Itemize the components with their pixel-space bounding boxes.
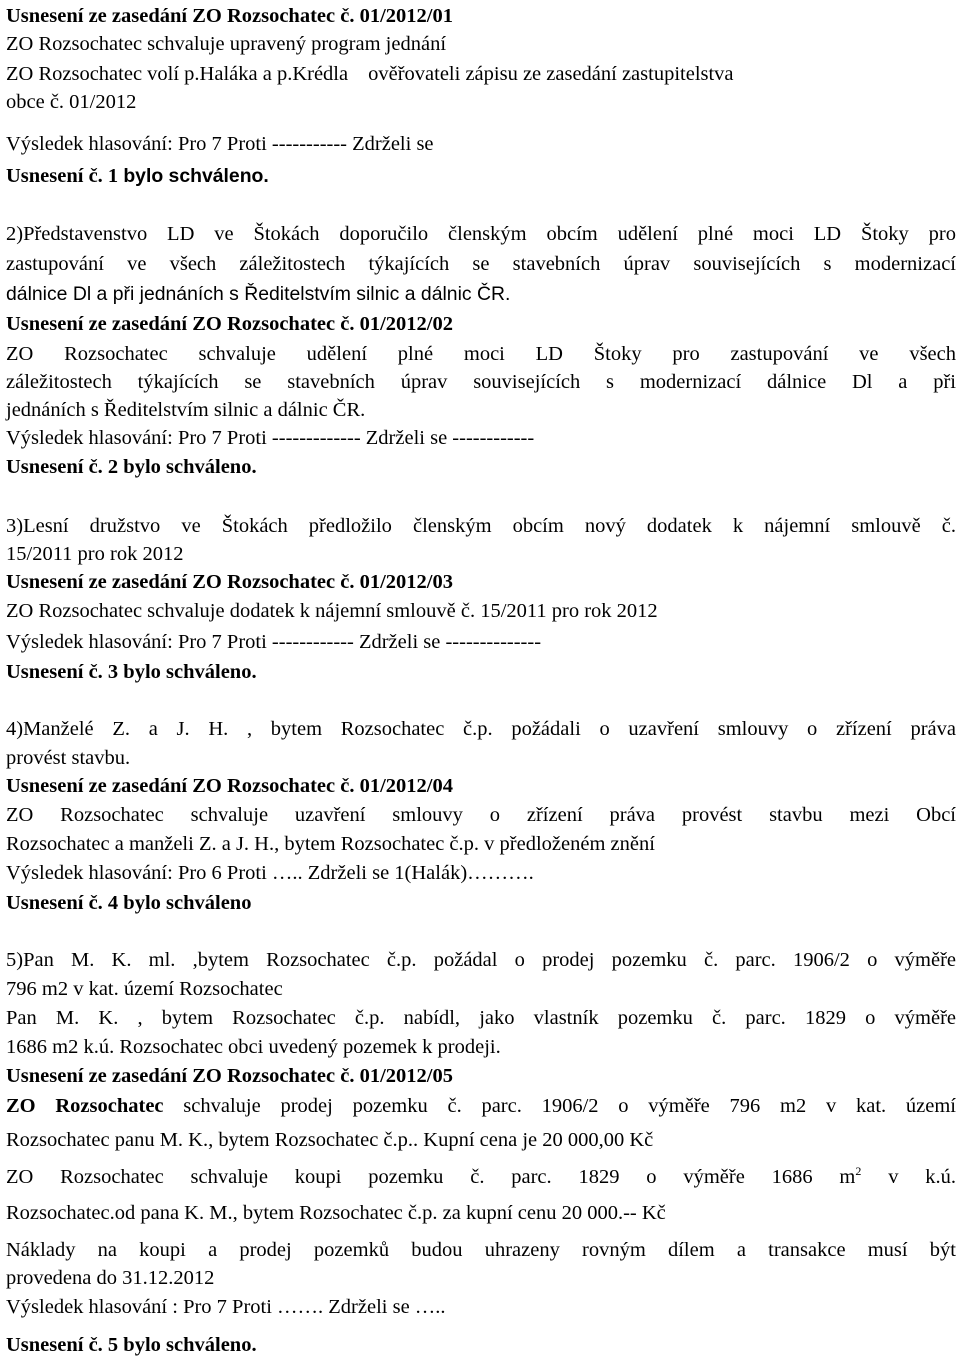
approval-status: bylo schváleno. xyxy=(123,165,269,187)
paragraph-line: 1686 m2 k.ú. Rozsochatec obci uvedený pozemek k prodeji. xyxy=(6,1036,501,1058)
paragraph-line: záležitostech týkajících se stavebních úprav souvisejících s modernizací dálnice Dl a při xyxy=(6,371,956,393)
sale-text: schvaluje prodej pozemku č. parc. 1906/2 o výměře 796 m2 v kat. území xyxy=(183,1095,956,1117)
approval-line: Usnesení č. 5 bylo schváleno. xyxy=(6,1334,257,1356)
approval-number: Usnesení č. 1 xyxy=(6,165,119,187)
paragraph-line: 796 m2 v kat. území Rozsochatec xyxy=(6,978,283,1000)
paragraph-line: ZO Rozsochatec schvaluje upravený program jednání xyxy=(6,33,447,55)
approval-line xyxy=(6,162,956,190)
verifiers-text-cont: ověřovateli zápisu ze zasedání zastupitelstva xyxy=(368,63,734,85)
paragraph-line xyxy=(6,60,956,88)
approval-line: Usnesení č. 3 bylo schváleno. xyxy=(6,661,257,683)
paragraph-line: 4)Manželé Z. a J. H. , bytem Rozsochatec č.p. požádali o uzavření smlouvy o zřízení práva xyxy=(6,718,956,740)
paragraph-line: 5)Pan M. K. ml. ,bytem Rozsochatec č.p. požádal o prodej pozemku č. parc. 1906/2 o výměře xyxy=(6,949,956,971)
sale-subject: ZO Rozsochatec xyxy=(6,1095,164,1117)
paragraph-line: dálnice Dl a při jednáních s Ředitelstvím silnic a dálnic ČR. xyxy=(6,283,511,305)
paragraph-line: 3)Lesní družstvo ve Štokách předložilo členským obcím nový dodatek k nájemní smlouvě č. xyxy=(6,515,956,537)
paragraph-line xyxy=(6,1163,956,1191)
resolution-title-05: Usnesení ze zasedání ZO Rozsochatec č. 01/2012/05 xyxy=(6,1065,453,1087)
paragraph-line: jednáních s Ředitelstvím silnic a dálnic ČR. xyxy=(6,399,366,421)
resolution-title-02: Usnesení ze zasedání ZO Rozsochatec č. 01/2012/02 xyxy=(6,313,453,335)
purchase-text: ZO Rozsochatec schvaluje koupi pozemku č. parc. 1829 o výměře 1686 m xyxy=(6,1166,856,1188)
paragraph-line: ZO Rozsochatec schvaluje dodatek k nájemní smlouvě č. 15/2011 pro rok 2012 xyxy=(6,600,658,622)
paragraph-line: 15/2011 pro rok 2012 xyxy=(6,543,184,565)
paragraph-line: zastupování ve všech záležitostech týkajících se stavebních úprav souvisejících s modernizací xyxy=(6,253,956,275)
superscript-2: 2 xyxy=(855,1164,862,1178)
approval-line: Usnesení č. 4 bylo schváleno xyxy=(6,892,252,914)
paragraph-line: Náklady na koupi a prodej pozemků budou uhrazeny rovným dílem a transakce musí být xyxy=(6,1239,956,1261)
paragraph-line xyxy=(6,1092,956,1120)
vote-result: Výsledek hlasování: Pro 7 Proti ------------ Zdrželi se -------------- xyxy=(6,631,542,653)
paragraph-line: 2)Představenstvo LD ve Štokách doporučilo členským obcím udělení plné moci LD Štoky pro xyxy=(6,223,956,245)
resolution-title-04: Usnesení ze zasedání ZO Rozsochatec č. 01/2012/04 xyxy=(6,775,453,797)
paragraph-line: Rozsochatec.od pana K. M., bytem Rozsochatec č.p. za kupní cenu 20 000.-- Kč xyxy=(6,1202,666,1224)
paragraph-line: obce č. 01/2012 xyxy=(6,91,137,113)
paragraph-line: ZO Rozsochatec schvaluje udělení plné moci LD Štoky pro zastupování ve všech xyxy=(6,343,956,365)
approval-line: Usnesení č. 2 bylo schváleno. xyxy=(6,456,257,478)
paragraph-line: ZO Rozsochatec schvaluje uzavření smlouvy o zřízení práva provést stavbu mezi Obcí xyxy=(6,804,956,826)
resolution-title-01: Usnesení ze zasedání ZO Rozsochatec č. 01/2012/01 xyxy=(6,5,453,27)
paragraph-line: Rozsochatec a manželi Z. a J. H., bytem Rozsochatec č.p. v předloženém znění xyxy=(6,833,655,855)
vote-result: Výsledek hlasování: Pro 6 Proti ….. Zdrželi se 1(Halák)………. xyxy=(6,862,534,884)
paragraph-line: Rozsochatec panu M. K., bytem Rozsochatec č.p.. Kupní cena je 20 000,00 Kč xyxy=(6,1129,654,1151)
resolution-title-03: Usnesení ze zasedání ZO Rozsochatec č. 01/2012/03 xyxy=(6,571,453,593)
vote-result: Výsledek hlasování: Pro 7 Proti ------------- Zdrželi se ------------ xyxy=(6,427,535,449)
vote-result: Výsledek hlasování: Pro 7 Proti ----------- Zdrželi se xyxy=(6,133,434,155)
vote-result: Výsledek hlasování : Pro 7 Proti ……. Zdrželi se ….. xyxy=(6,1296,446,1318)
paragraph-line: provedena do 31.12.2012 xyxy=(6,1267,215,1289)
paragraph-line: Pan M. K. , bytem Rozsochatec č.p. nabídl, jako vlastník pozemku č. parc. 1829 o výměře xyxy=(6,1007,956,1029)
verifiers-text: ZO Rozsochatec volí p.Haláka a p.Krédla xyxy=(6,63,349,85)
purchase-text-end: v k.ú. xyxy=(888,1166,956,1188)
paragraph-line: provést stavbu. xyxy=(6,747,131,769)
